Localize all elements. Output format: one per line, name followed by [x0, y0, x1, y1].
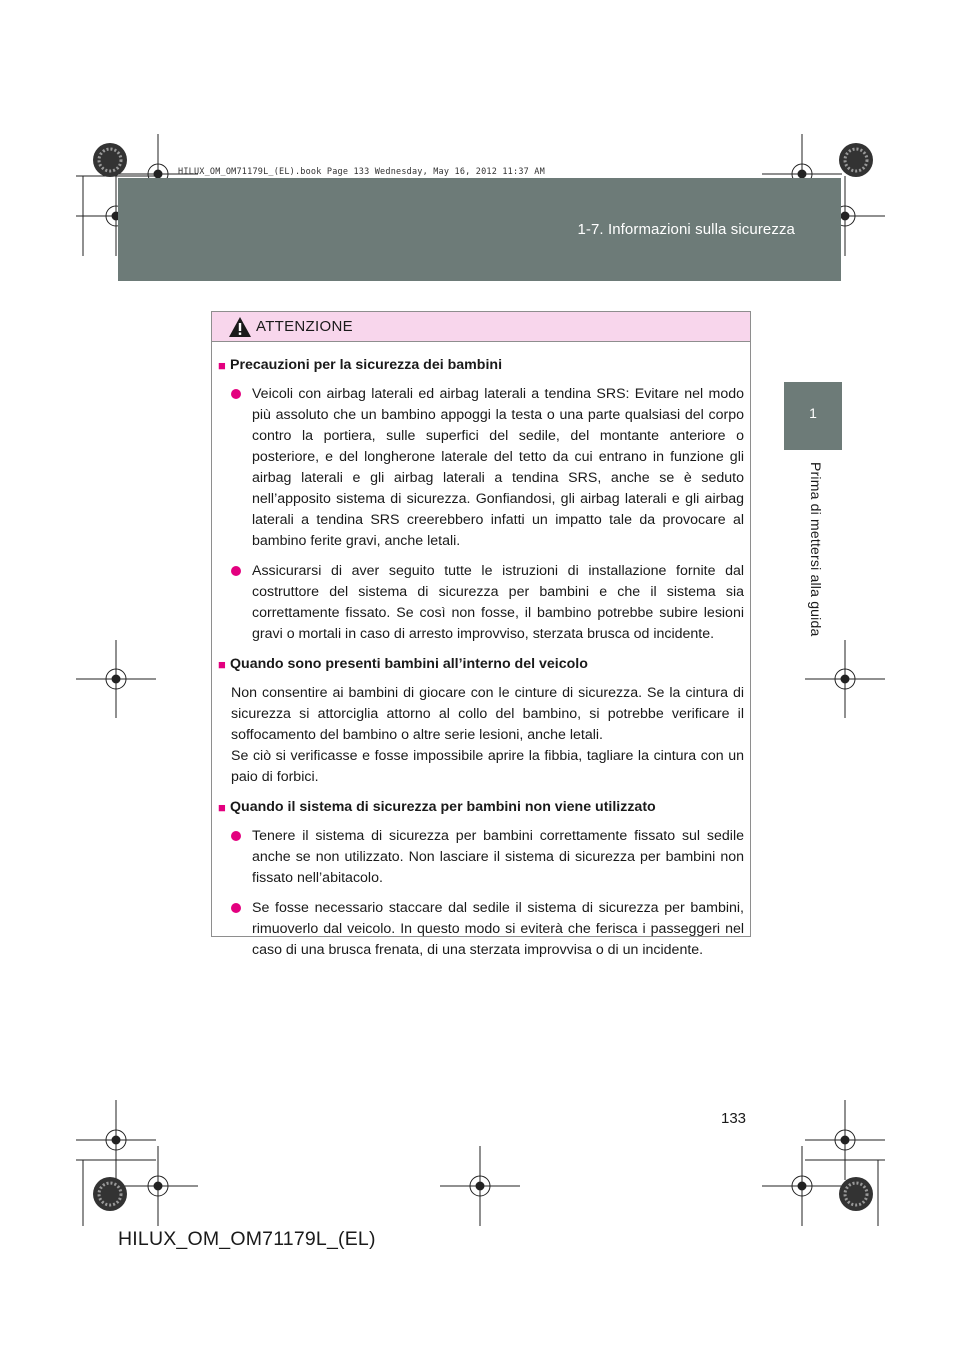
- warning-triangle-icon: [228, 316, 252, 338]
- chapter-number: 1: [809, 405, 817, 421]
- warning-body: [212, 342, 750, 961]
- document-id: HILUX_OM_OM71179L_(EL): [118, 1228, 376, 1250]
- page-number: 133: [721, 1110, 747, 1127]
- section-header-band: [118, 178, 841, 281]
- list-item: Veicoli con airbag laterali ed airbag laterali a tendina SRS: Evitare nel modo più assoluto che un bambino appoggi la testa o una parte qualsiasi del corpo contro la portiera, sulle superfici del sedile, del montante anteriore o posteriore, e del longherone laterale del tetto da cui entrano in funzione gli airbag laterali e gli airbag laterali a tendina SRS, anche se è seduto nell’apposito sistema di sicurezza. Gonfiandosi, gli airbag laterali e gli airbag laterali a tendina SRS creerebbero infatti un impatto tale da provocare al bambino ferite gravi, anche letali.: [218, 384, 744, 552]
- warning-label: ATTENZIONE: [256, 318, 353, 335]
- section-title-seat-unused: ■ Quando il sistema di sicurezza per bambini non viene utilizzato: [218, 797, 744, 818]
- book-info: HILUX_OM_OM71179L_(EL).book Page 133 Wednesday, May 16, 2012 11:37 AM: [178, 167, 545, 177]
- paragraph: Non consentire ai bambini di giocare con le cinture di sicurezza. Se la cintura di sicurezza si attorciglia attorno al collo del bambino, si potrebbe verificare il soffocamento del bambino o altre serie lesioni, anche letali. Se ciò si verificasse e fosse impossibile aprire la fibbia, tagliare la cintura con un paio di forbici.: [231, 685, 744, 785]
- chapter-label: Prima di mettersi alla guida: [808, 462, 824, 637]
- warning-box: [211, 311, 751, 958]
- circle-bullet-icon: [231, 903, 243, 913]
- section-title-children-inside: ■ Quando sono presenti bambini all’interno del veicolo: [218, 654, 744, 675]
- section-title-child-safety: ■ Precauzioni per la sicurezza dei bambini: [218, 355, 744, 376]
- list-item: Tenere il sistema di sicurezza per bambini correttamente fissato sul sedile anche se non utilizzato. Non lasciare il sistema di sicurezza per bambini non fissato nell’abitacolo.: [218, 826, 744, 889]
- square-bullet-icon: ■: [218, 657, 226, 672]
- warning-header: [212, 312, 750, 342]
- square-bullet-icon: ■: [218, 358, 226, 373]
- circle-bullet-icon: [231, 566, 243, 576]
- list-item: Se fosse necessario staccare dal sedile il sistema di sicurezza per bambini, rimuoverlo dal veicolo. In questo modo si eviterà che ferisca i passeggeri nel caso di una brusca frenata, di una sterzata improvvisa o di un incidente.: [218, 898, 744, 961]
- section-child-safety: [218, 355, 744, 645]
- chapter-tab: [784, 382, 842, 450]
- list-item: Assicurarsi di aver seguito tutte le istruzioni di installazione fornite dal costruttore del sistema di sicurezza per bambini e che il sistema sia correttamente fissato. Se così non fosse, il bambino potrebbe subire lesioni gravi o mortali in caso di arresto improvviso, sterzata brusca od incidente.: [218, 561, 744, 645]
- section-children-inside: [218, 654, 744, 788]
- square-bullet-icon: ■: [218, 800, 226, 815]
- circle-bullet-icon: [231, 831, 243, 841]
- circle-bullet-icon: [231, 389, 243, 399]
- section-seat-unused: [218, 797, 744, 961]
- section-title: 1-7. Informazioni sulla sicurezza: [577, 221, 795, 238]
